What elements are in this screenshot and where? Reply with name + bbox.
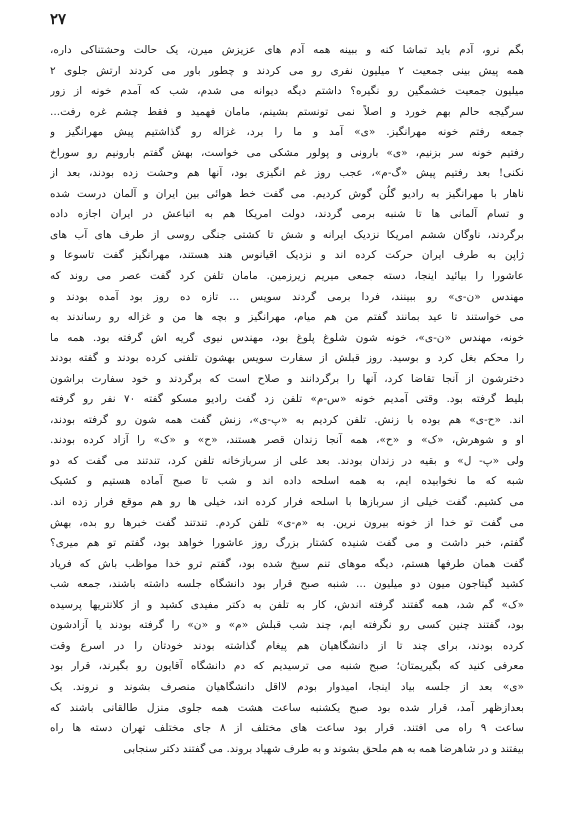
text-line: «ک» گم شد، همه گفتند گرفته اندش، کار به تلفن به دکتر مفیدی کشید و از کلانتریها پرسیده: [50, 598, 524, 611]
text-line: معرفی کنید که بگیریمتان؛ صبح شنبه می ترسیدیم که دم دانشگاه آقایون رو بگیرند، قرار بود: [50, 660, 524, 673]
text-line: می کشیم. گفت خیلی از سربازها با اسلحه فرار کرده اند، خیلی ها رو هم موقع فرار زده اند.: [50, 496, 524, 509]
text-line: مهندس «ن-ی» رو ببینند، فردا برمی گردند سویس ... تازه ده روز بود آمده بودند و: [50, 290, 524, 303]
text-line: اند. «ح-ی» هم بوده با زنش. تلفن کردیم به «پ-ی»، زنش گفت همه شون رو گرفته بودند،: [50, 413, 524, 426]
text-line: «ی» بعد از جلسه بیاد اینجا، امیدوار بودم لااقل دانشگاهیان منصرف بشوند و نروند. یک: [50, 680, 524, 693]
text-line: شبه که ما نخوابیده ایم، به همه اسلحه داده اند و شب تا صبح آماده هستیم و کشیک: [50, 475, 524, 488]
text-line: او و شوهرش، «ک» و «ح»، همه آنجا زندان قصر هستند، «ح» و «ک» را آزاد کرده بودند.: [50, 434, 524, 447]
text-line: و تسام آلمانی ها تا شنبه برمی گردند، دولت امریکا هم به اتباعش در ایران اجازه داده: [50, 208, 524, 221]
text-line: سرگیجه حالم بهم خورد و اصلاً نمی تونستم بشینم، مامان فهمید و فقط چشم غره رفت...: [50, 105, 524, 118]
text-line: گفت همان طرفها هستم، دیگه موهای تنم سیخ شده بود، گفتم ترو خدا مواظب باش که فریاد: [50, 557, 524, 570]
page-number: ۲۷: [50, 10, 67, 28]
text-line: ساعت ۹ راه می افتند. قرار بود ساعت های مختلف از ۸ جای مختلف تهران دسته ها راه: [50, 722, 524, 735]
text-line: ژاپن به طرف ایران حرکت کرده اند و نزدیک اقیانوس هند هستند، مهرانگیز گفت تاسوعا و: [50, 249, 524, 262]
text-line: بیفتند و در شاهرضا همه به هم ملحق بشوند و به طرف شهیاد بروند. می گفتند دکتر سنجابی: [123, 742, 524, 755]
text-line: ناهار با مهرانگیز به رادیو گلُن گوش کردیم. می گفت خط هوائی بین ایران و آلمان درست شده: [50, 187, 524, 200]
text-line: گفتم، خبر داشت و می گفت شنیده کشتار بزرگ روز عاشورا خواهد بود، گفتم تو هم میری؟: [50, 537, 524, 550]
text-line: جمعه رفتم خونه مهرانگیز. «ی» آمد و ما را برد، غزاله رو گذاشتیم پیش مهرانگیز و: [50, 126, 524, 139]
body-text: [50, 40, 524, 759]
text-line: رفتیم خونه سر بزنیم، «ی» بارونی و پولور مشکی می خواست، بهش گفتم بارونیم رو سوراخ: [50, 146, 524, 159]
text-line: کرده بودند، برای چند تا از دانشگاهیان هم پیغام گذاشته بودند خودتان را در اسرع وقت: [50, 639, 524, 652]
text-line: دخترشون از آنجا تقاضا کرد، آنها را برگردانند و صلاح است که برگردند و خود سفارت براشون: [50, 372, 524, 385]
text-line: همه پیش بینی جمعیت ۲ میلیون نفری رو می کردند و چطور باور می کردند ارتش جلوی ۲: [50, 64, 524, 77]
text-line: میلیون جمعیت خشمگین رو نگیره؟ داشتم دیگه دیوانه می شدم، شب که آمدم خونه از زور: [50, 85, 524, 98]
text-line: بلیط گرفته بود. وقتی آمدیم خونه «س-م» تلفن زد گفت رادیو مسکو گفته ۷۰ نفر رو گرفته: [50, 393, 524, 406]
text-line: می خواستند تا عید بمانند گفتم من هم میام، مهرانگیز و بچه ها من و غزاله رو رساندند به: [50, 311, 524, 324]
text-line: را محکم بغل کرد و بوسید. روز قبلش از سفارت سویس بهشون تلفنی کرده بودند و گفته بودند: [50, 352, 524, 365]
text-line: می گفت تو خدا از خونه بیرون نرین. به «م-ی» تلفن کردم. تندتند گفت خبرها رو بده، بهش: [50, 516, 524, 529]
text-line: عاشورا را بیائید اینجا، دسته جمعی میریم زیرزمین. مامان تلفن کرد گفت عصر می روند که: [50, 270, 524, 283]
text-line: ولی «پ- ل» و بقیه در زندان بودند. بعد علی از سربازخانه تلفن کرد، تندتند می گفت که دو: [50, 454, 524, 467]
text-line: نکنی! بعد رفتیم پیش «گ-م»، عجب روز غم انگیزی بود، آنها هم وحشت زده بودند، بعد از: [50, 167, 524, 180]
text-line: برگردند، ناوگان ششم امریکا نزدیک ایرانه و شش تا کشتی جنگی روسی از طرف های آب های: [50, 228, 524, 241]
text-line: بود، گفتند چنین کسی رو نگرفته ایم، چند شب قبلش «م» و «ن» را گرفته بودند یا آزادشون: [50, 619, 524, 632]
text-line: بگم نرو، آدم باید تماشا کنه و ببینه همه آدم های عزیزش میرن، یک حالت وحشتناکی داره،: [50, 44, 524, 56]
text-line: خونه، مهندس «ن-ی»، خونه شون شلوغ پلوغ بود، مهندس نیوی گریه اش گرفته بود. همه ما: [50, 331, 524, 344]
text-line: بعدازظهر آمد، قرار شده بود صبح یکشنبه ساعت هشت همه جلوی منزل طالقانی باشند که: [50, 701, 524, 714]
text-line: کشید گیتاجون میون دو میلیون ... شنبه صبح قرار بود دانشگاه جلسه داشته باشند، جمعه شب: [50, 578, 524, 591]
